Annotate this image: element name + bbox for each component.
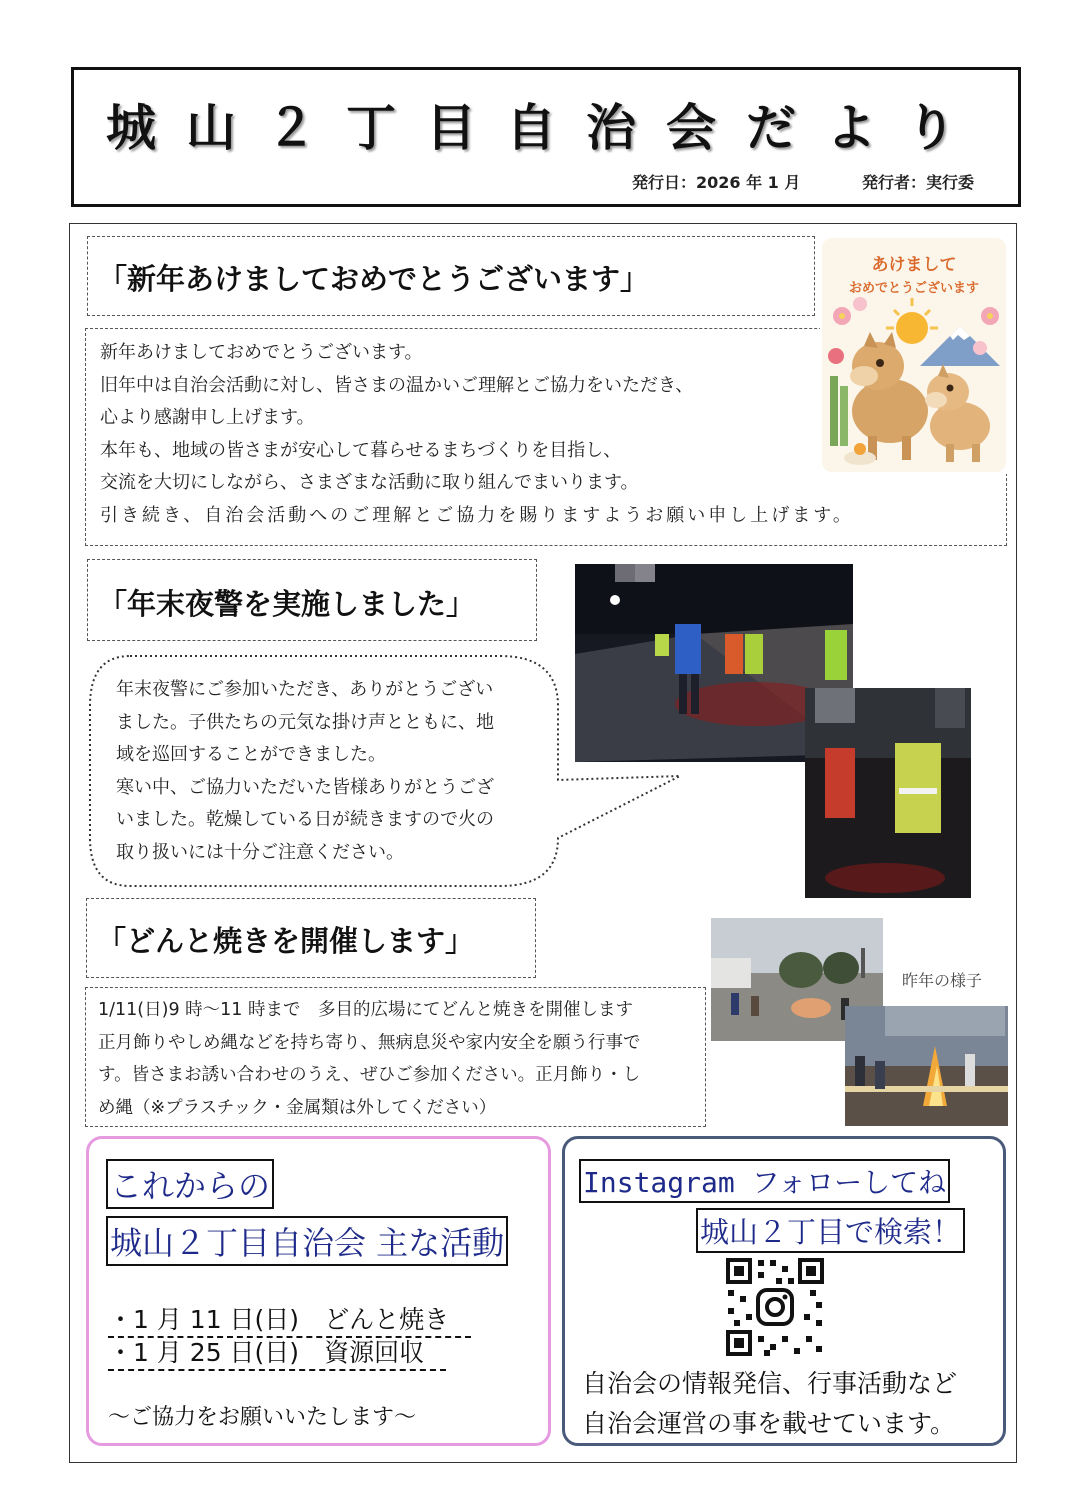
activities-title-line2: 城山２丁目自治会 主な活動: [106, 1216, 508, 1266]
activities-footer: ～ご協力をお願いいたします～: [108, 1405, 417, 1430]
patrol-line: 域を巡回することができました。: [116, 744, 386, 765]
new-year-line: 引き続き、自治会活動へのご理解とご協力を賜りますようお願い申し上げます。: [100, 504, 854, 526]
newsletter-title: 城山２丁目自治会だより: [106, 99, 986, 157]
new-year-line: 本年も、地域の皆さまが安心して暮らせるまちづくりを目指し、: [100, 439, 622, 461]
card-text-line1: あけまして: [871, 255, 957, 275]
instagram-title: Instagram フォローしてね: [579, 1159, 950, 1203]
dondo-heading-box: [86, 898, 536, 978]
new-year-greeting-card-illustration: [820, 236, 1008, 474]
dondo-heading: 「どんと焼きを開催します」: [97, 924, 475, 958]
instagram-description-line1: 自治会の情報発信、行事活動など: [582, 1369, 958, 1398]
patrol-line: ました。子供たちの元気な掛け声とともに、地: [116, 711, 494, 733]
patrol-line: 年末夜警にご参加いただき、ありがとうござい: [116, 679, 494, 700]
patrol-heading-box: [87, 559, 537, 641]
dondo-photo-bonfire: [845, 1006, 1008, 1126]
activity-item: ・1 月 25 日(日) 資源回収: [108, 1333, 446, 1371]
publisher: 発行者：実行委: [862, 173, 975, 192]
dondo-line: 正月飾りやしめ縄などを持ち寄り、無病息災や家内安全を願う行事で: [98, 1032, 641, 1053]
new-year-heading: 「新年あけましておめでとうございます」: [98, 262, 650, 296]
patrol-message: [116, 674, 536, 869]
instagram-description-line2: 自治会運営の事を載せています。: [582, 1409, 956, 1438]
dondo-message-box: [85, 987, 706, 1127]
card-text-line2: おめでとうございます: [848, 281, 980, 296]
new-year-line: 新年あけましておめでとうございます。: [100, 342, 423, 363]
instagram-qr-code[interactable]: [724, 1256, 826, 1358]
new-year-line: 心より感謝申し上げます。: [100, 407, 315, 428]
new-year-message: [100, 337, 854, 532]
horse-illustration: [820, 236, 1008, 474]
issue-date: 発行日：2026 年 1 月: [632, 173, 801, 192]
dondo-message: [98, 994, 641, 1124]
instagram-search-hint: 城山２丁目で検索！: [696, 1208, 965, 1253]
activity-item: ・1 月 11 日(日) どんと焼き: [108, 1300, 471, 1338]
patrol-line: いました。乾燥している日が続きますので火の: [116, 809, 494, 830]
activities-title-line1: これからの: [106, 1159, 274, 1209]
newsletter-header: [71, 67, 1021, 207]
new-year-line: 交流を大切にしながら、さまざまな活動に取り組んでまいります。: [100, 472, 639, 493]
patrol-line: 寒い中、ご協力いただいた皆様ありがとうござ: [116, 776, 494, 798]
photo-caption: 昨年の様子: [902, 971, 983, 990]
patrol-heading: 「年末夜警を実施しました」: [98, 587, 476, 621]
new-year-line: 旧年中は自治会活動に対し、皆さまの温かいご理解とご協力をいただき、: [100, 374, 694, 396]
patrol-photo-group: [805, 688, 971, 898]
new-year-heading-box: [87, 236, 815, 316]
patrol-line: 取り扱いには十分ご注意ください。: [116, 841, 404, 863]
dondo-line: め縄（※プラスチック・金属類は外してください）: [98, 1097, 497, 1118]
dondo-line: 1/11(日)9 時～11 時まで 多目的広場にてどんと焼きを開催します: [98, 1000, 633, 1020]
dondo-line: す。皆さまお誘い合わせのうえ、ぜひご参加ください。正月飾り・し: [98, 1065, 641, 1085]
